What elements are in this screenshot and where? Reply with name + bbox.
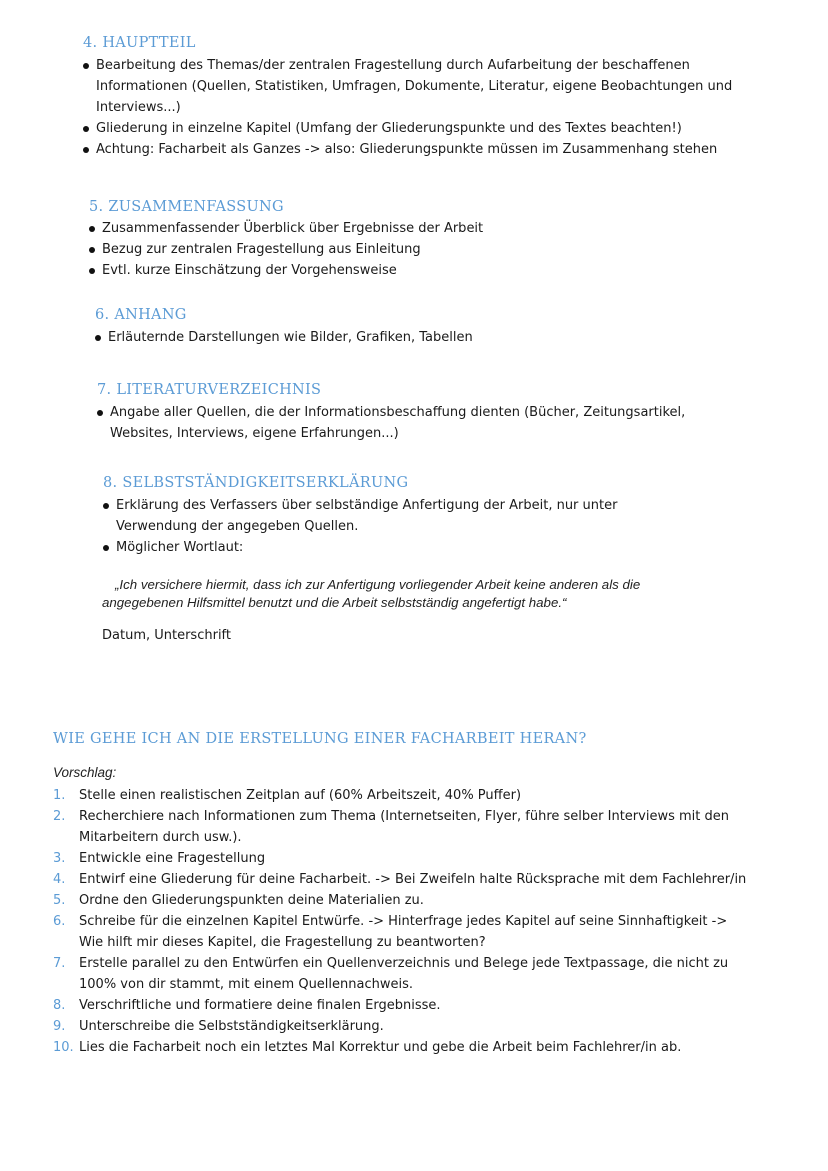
bullet-list-anhang [94, 327, 774, 348]
step-text: Ordne den Gliederungspunkten deine Materialien zu. [79, 893, 424, 908]
step-text: Verschriftliche und formatiere deine finalen Ergebnisse. [79, 998, 441, 1013]
step-text: Unterschreibe die Selbstständigkeitserklärung. [79, 1019, 384, 1034]
step-text: Erstelle parallel zu den Entwürfen ein Quellenverzeichnis und Belege jede Textpassage, die nicht zu 100% von dir stammt, mit einem Quellennachweis. [79, 956, 729, 992]
bullet-list-zusammenfassung [88, 218, 768, 281]
quote-line: „Ich versichere hiermit, dass ich zur Anfertigung vorliegender Arbeit keine anderen als die [115, 577, 641, 592]
bullet-list-literaturverzeichnis [96, 402, 736, 444]
list-item: Erklärung des Verfassers über selbständige Anfertigung der Arbeit, nur unter Verwendung der angegeben Quellen. [102, 495, 682, 537]
step-text: Entwirf eine Gliederung für deine Facharbeit. -> Bei Zweifeln halte Rücksprache mit dem Fachlehrer/in [79, 872, 747, 887]
step-text: Stelle einen realistischen Zeitplan auf (60% Arbeitszeit, 40% Puffer) [79, 788, 522, 803]
list-item: Bezug zur zentralen Fragestellung aus Einleitung [88, 239, 768, 260]
steps-list [53, 785, 753, 1058]
step-number: 9. [53, 1019, 66, 1034]
step-item [53, 869, 753, 890]
list-item: Achtung: Facharbeit als Ganzes -> also: Gliederungspunkte müssen im Zusammenhang stehen [82, 139, 762, 160]
list-item: Bearbeitung des Themas/der zentralen Fragestellung durch Aufarbeitung der beschaffenen Informationen (Quellen, Statistiken, Umfragen, Dokumente, Literatur, eigene Beobachtungen und Interviews...) [82, 55, 762, 118]
list-item: Angabe aller Quellen, die der Informationsbeschaffung dienten (Bücher, Zeitungsartikel, Websites, Interviews, eigene Erfahrungen...) [96, 402, 736, 444]
section-heading-anhang: 6. ANHANG [95, 307, 187, 323]
section-heading-hauptteil: 4. HAUPTTEIL [83, 35, 196, 51]
section-heading-zusammenfassung: 5. ZUSAMMENFASSUNG [89, 199, 284, 215]
step-text: Recherchiere nach Informationen zum Thema (Internetseiten, Flyer, führe selber Interviews mit den Mitarbeitern durch usw.). [79, 809, 729, 845]
step-number: 1. [53, 788, 66, 803]
step-number: 10. [53, 1040, 74, 1055]
step-item [53, 806, 753, 848]
section-heading-literaturverzeichnis: 7. LITERATURVERZEICHNIS [97, 382, 322, 398]
bullet-list-selbststaendigkeitserklaerung [102, 495, 682, 558]
proposal-label: Vorschlag: [53, 765, 117, 780]
step-number: 7. [53, 956, 66, 971]
step-item [53, 785, 753, 806]
list-item: Möglicher Wortlaut: [102, 537, 682, 558]
quote-line: angegebenen Hilfsmittel benutzt und die Arbeit selbstständig angefertigt habe.“ [102, 595, 567, 610]
step-text: Entwickle eine Fragestellung [79, 851, 266, 866]
step-number: 3. [53, 851, 66, 866]
list-item: Erläuternde Darstellungen wie Bilder, Grafiken, Tabellen [94, 327, 774, 348]
signature-line: Datum, Unterschrift [102, 628, 231, 643]
step-text: Lies die Facharbeit noch ein letztes Mal Korrektur und gebe die Arbeit beim Fachlehrer/in ab. [79, 1040, 682, 1055]
step-number: 5. [53, 893, 66, 908]
step-number: 4. [53, 872, 66, 887]
step-item [53, 911, 753, 953]
step-item [53, 995, 753, 1016]
step-number: 8. [53, 998, 66, 1013]
list-item: Evtl. kurze Einschätzung der Vorgehensweise [88, 260, 768, 281]
step-number: 2. [53, 809, 66, 824]
list-item: Zusammenfassender Überblick über Ergebnisse der Arbeit [88, 218, 768, 239]
list-item: Gliederung in einzelne Kapitel (Umfang der Gliederungspunkte und des Textes beachten!) [82, 118, 762, 139]
step-item [53, 1016, 753, 1037]
step-item [53, 953, 753, 995]
howto-heading: WIE GEHE ICH AN DIE ERSTELLUNG EINER FACHARBEIT HERAN? [53, 731, 587, 747]
section-heading-selbststaendigkeitserklaerung: 8. SELBSTSTÄNDIGKEITSERKLÄRUNG [103, 475, 409, 491]
declaration-quote [102, 576, 752, 612]
step-item [53, 890, 753, 911]
step-item [53, 1037, 753, 1058]
step-number: 6. [53, 914, 66, 929]
step-text: Schreibe für die einzelnen Kapitel Entwürfe. -> Hinterfrage jedes Kapitel auf seine Sinnhaftigkeit -> Wie hilft mir dieses Kapitel, die Fragestellung zu beantworten? [79, 914, 728, 950]
bullet-list-hauptteil [82, 55, 762, 160]
step-item [53, 848, 753, 869]
